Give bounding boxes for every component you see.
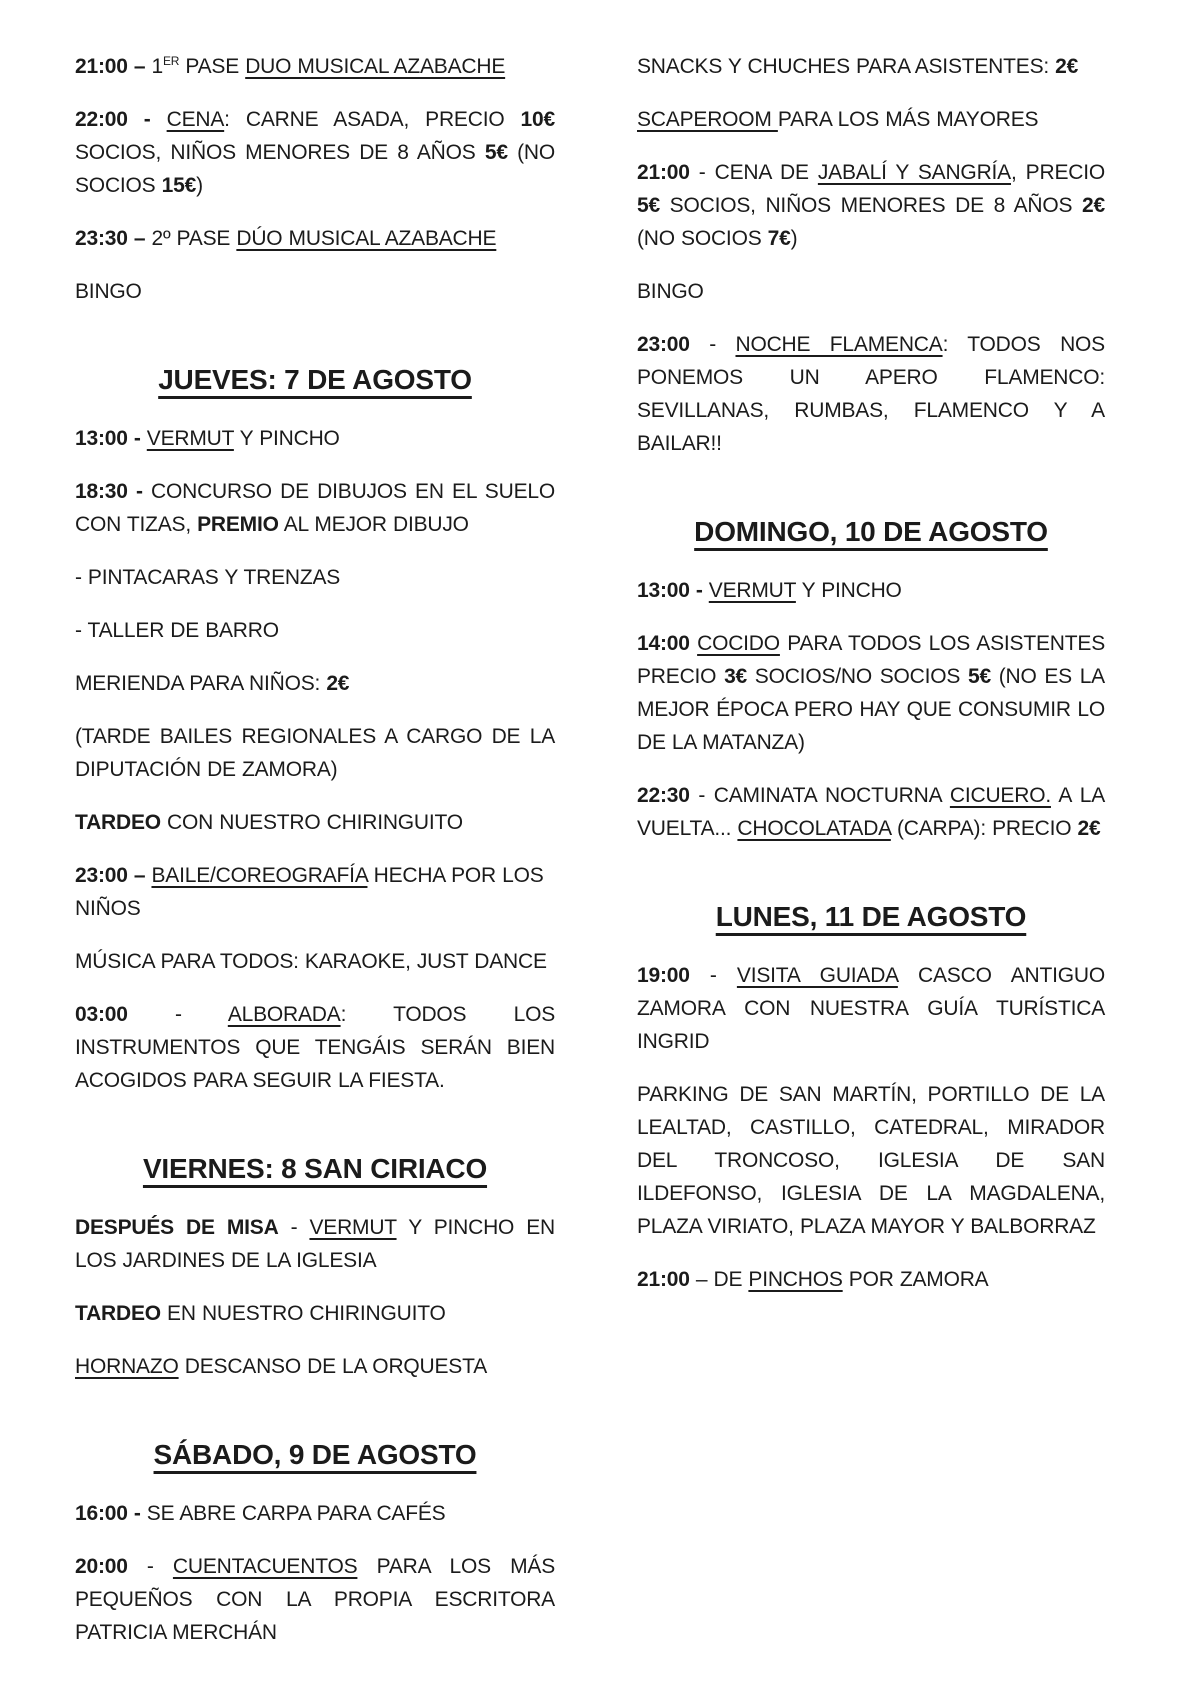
text-run: 13:00 - (637, 579, 709, 602)
day-heading (75, 1439, 555, 1471)
text-run: 21:00 (637, 161, 690, 184)
text-run: A LA VUELTA... (637, 784, 1105, 840)
text-run: CENA (166, 108, 225, 131)
text-run: COCIDO (697, 632, 780, 655)
text-run: 21:00 – (75, 55, 152, 78)
schedule-paragraph (75, 1550, 555, 1649)
schedule-paragraph (637, 779, 1105, 845)
text-run: - CENA DE (689, 161, 818, 184)
text-run: SOCIOS, NIÑOS MENORES DE 8 AÑOS (75, 141, 485, 164)
text-run: VERMUT (708, 579, 796, 602)
text-run: JABALÍ Y SANGRÍA (817, 161, 1011, 184)
text-run: 2€ (326, 672, 350, 695)
text-run: VERMUT (146, 427, 234, 450)
text-run: PASE (179, 55, 246, 78)
schedule-paragraph (75, 422, 555, 455)
text-run: 23:00 – (75, 864, 152, 887)
text-run: 2€ (1082, 194, 1105, 217)
text-run: 23:00 (637, 333, 690, 356)
text-run: HECHA POR LOS NIÑOS (75, 864, 544, 920)
schedule-paragraph (637, 1078, 1105, 1243)
text-run: ) (790, 227, 798, 250)
text-run: 14:00 (637, 632, 698, 655)
text-run: : TODOS NOS PONEMOS UN APERO FLAMENCO: SEVILLANAS, RUMBAS, FLAMENCO Y A BAILAR!! (637, 333, 1105, 455)
schedule-paragraph (75, 720, 555, 786)
schedule-paragraph (637, 156, 1105, 255)
schedule-paragraph (75, 222, 555, 255)
text-run: 21:00 (637, 1268, 696, 1291)
column-left (75, 50, 555, 1669)
text-run: PARA TODOS LOS ASISTENTES PRECIO (637, 632, 1105, 688)
text-run: - (689, 333, 736, 356)
text-run: 23:30 – (75, 227, 152, 250)
text-run: (CARPA): PRECIO (890, 817, 1078, 840)
text-run: SE ABRE CARPA PARA CAFÉS (146, 1502, 446, 1525)
day-heading-text: DOMINGO, 10 DE AGOSTO (694, 516, 1048, 547)
schedule-paragraph (75, 998, 555, 1097)
text-run: - (127, 1003, 228, 1026)
schedule-paragraph (75, 667, 555, 700)
schedule-paragraph (75, 806, 555, 839)
text-run: - (689, 964, 737, 987)
text-run: PARA LOS MÁS PEQUEÑOS CON LA PROPIA ESCRITORA PATRICIA MERCHÁN (75, 1555, 556, 1644)
text-run: - TALLER DE BARRO (75, 619, 279, 642)
text-run: 1 (151, 55, 163, 78)
text-run: MÚSICA PARA TODOS: KARAOKE, JUST DANCE (75, 950, 547, 973)
schedule-paragraph (75, 103, 555, 202)
text-run: 5€ (967, 665, 991, 688)
text-run: POR ZAMORA (842, 1268, 989, 1291)
schedule-paragraph (637, 627, 1105, 759)
text-run: : TODOS LOS INSTRUMENTOS QUE TENGÁIS SERÁN BIEN ACOGIDOS PARA SEGUIR LA FIESTA. (75, 1003, 556, 1092)
text-run: 2º PASE (151, 227, 237, 250)
text-run: BINGO (75, 280, 142, 303)
text-run: 15€ (161, 174, 197, 197)
text-run: PREMIO (197, 513, 279, 536)
text-run: CON NUESTRO CHIRINGUITO (160, 811, 463, 834)
text-run: - (278, 1216, 310, 1239)
text-run: BAILE/COREOGRAFÍA (151, 864, 368, 887)
schedule-paragraph (75, 561, 555, 594)
day-heading (637, 516, 1105, 548)
text-run: TARDEO (75, 1302, 161, 1325)
column-right (637, 50, 1105, 1316)
schedule-paragraph (637, 574, 1105, 607)
two-column-layout (75, 50, 1105, 1669)
schedule-paragraph (637, 1263, 1105, 1296)
text-run: (TARDE BAILES REGIONALES A CARGO DE LA DIPUTACIÓN DE ZAMORA) (75, 725, 555, 781)
text-run: 10€ (520, 108, 555, 131)
text-run: PINCHOS (748, 1268, 843, 1291)
day-heading-text: SÁBADO, 9 DE AGOSTO (153, 1439, 477, 1470)
day-heading (75, 364, 555, 396)
text-run: EN NUESTRO CHIRINGUITO (160, 1302, 446, 1325)
day-heading (75, 1153, 555, 1185)
text-run: 3€ (724, 665, 748, 688)
schedule-paragraph (75, 275, 555, 308)
text-run: 22:00 - (75, 108, 167, 131)
text-run: Y PINCHO (233, 427, 340, 450)
text-run: 7€ (767, 227, 791, 250)
schedule-paragraph (75, 945, 555, 978)
text-run: (NO SOCIOS (75, 141, 555, 197)
text-run: 16:00 - (75, 1502, 147, 1525)
text-run: 2€ (1077, 817, 1101, 840)
day-heading-text: LUNES, 11 DE AGOSTO (715, 901, 1027, 932)
day-heading (637, 901, 1105, 933)
text-run: CHOCOLATADA (737, 817, 891, 840)
text-run: 20:00 (75, 1555, 128, 1578)
text-run: DÚO MUSICAL AZABACHE (236, 227, 497, 250)
schedule-paragraph (75, 859, 555, 925)
schedule-paragraph (75, 1297, 555, 1330)
schedule-paragraph (75, 1211, 555, 1277)
schedule-paragraph (75, 1350, 555, 1383)
text-run: SNACKS Y CHUCHES PARA ASISTENTES: (637, 55, 1056, 78)
schedule-paragraph (75, 50, 555, 83)
text-run: 5€ (484, 141, 508, 164)
schedule-paragraph (637, 959, 1105, 1058)
text-run: 18:30 - (75, 480, 151, 503)
text-run: PARKING DE SAN MARTÍN, PORTILLO DE LA LEALTAD, CASTILLO, CATEDRAL, MIRADOR DEL TRONCOSO, IGLESIA DE SAN ILDEFONSO, IGLESIA DE LA MAGDALENA, PLAZA VIRIATO, PLAZA MAYOR Y BALBORRAZ (637, 1083, 1105, 1238)
text-run: CONCURSO DE DIBUJOS EN EL SUELO CON TIZAS, (75, 480, 555, 536)
text-run: (NO SOCIOS (637, 227, 768, 250)
text-run: 2€ (1055, 55, 1079, 78)
text-run: - CAMINATA NOCTURNA (689, 784, 950, 807)
schedule-paragraph (75, 475, 555, 541)
text-run: Y PINCHO (795, 579, 902, 602)
schedule-paragraph (75, 614, 555, 647)
text-run: - PINTACARAS Y TRENZAS (75, 566, 341, 589)
text-run: VISITA GUIADA (736, 964, 898, 987)
text-run: Y PINCHO EN LOS JARDINES DE LA IGLESIA (75, 1216, 555, 1272)
text-run: DESCANSO DE LA ORQUESTA (178, 1355, 487, 1378)
text-run: ALBORADA (227, 1003, 341, 1026)
text-run: , PRECIO (1010, 161, 1105, 184)
text-run: SOCIOS, NIÑOS MENORES DE 8 AÑOS (659, 194, 1083, 217)
text-run: – DE (695, 1268, 749, 1291)
text-run: VERMUT (309, 1216, 397, 1239)
text-run: ) (196, 174, 203, 197)
schedule-paragraph (637, 275, 1105, 308)
text-run: 13:00 - (75, 427, 147, 450)
text-run: CUENTACUENTOS (172, 1555, 358, 1578)
schedule-paragraph (75, 1497, 555, 1530)
text-run: DUO MUSICAL AZABACHE (245, 55, 506, 78)
schedule-paragraph (637, 50, 1105, 83)
text-run: : CARNE ASADA, PRECIO (224, 108, 521, 131)
text-run: CASCO ANTIGUO ZAMORA CON NUESTRA GUÍA TURÍSTICA INGRID (637, 964, 1106, 1053)
day-heading-text: VIERNES: 8 SAN CIRIACO (142, 1153, 488, 1184)
text-run: 19:00 (637, 964, 690, 987)
text-run: 03:00 (75, 1003, 128, 1026)
text-run: MERIENDA PARA NIÑOS: (75, 672, 327, 695)
text-run: HORNAZO (75, 1355, 179, 1378)
schedule-paragraph (637, 103, 1105, 136)
text-run: 5€ (637, 194, 660, 217)
text-run: TARDEO (75, 811, 161, 834)
text-run: (NO ES LA MEJOR ÉPOCA PERO HAY QUE CONSUMIR LO DE LA MATANZA) (637, 665, 1105, 754)
text-run: SOCIOS/NO SOCIOS (747, 665, 968, 688)
text-run: DESPUÉS DE MISA (75, 1216, 279, 1239)
schedule-paragraph (637, 328, 1105, 460)
text-run: BINGO (637, 280, 704, 303)
text-run: SCAPEROOM (637, 108, 778, 131)
text-run: 22:30 (637, 784, 690, 807)
text-run: ER (162, 54, 180, 68)
text-run: NOCHE FLAMENCA (735, 333, 943, 356)
text-run: CICUERO. (949, 784, 1051, 807)
day-heading-text: JUEVES: 7 DE AGOSTO (158, 364, 472, 395)
text-run: PARA LOS MÁS MAYORES (777, 108, 1039, 131)
text-run: - (127, 1555, 173, 1578)
text-run: AL MEJOR DIBUJO (278, 513, 469, 536)
